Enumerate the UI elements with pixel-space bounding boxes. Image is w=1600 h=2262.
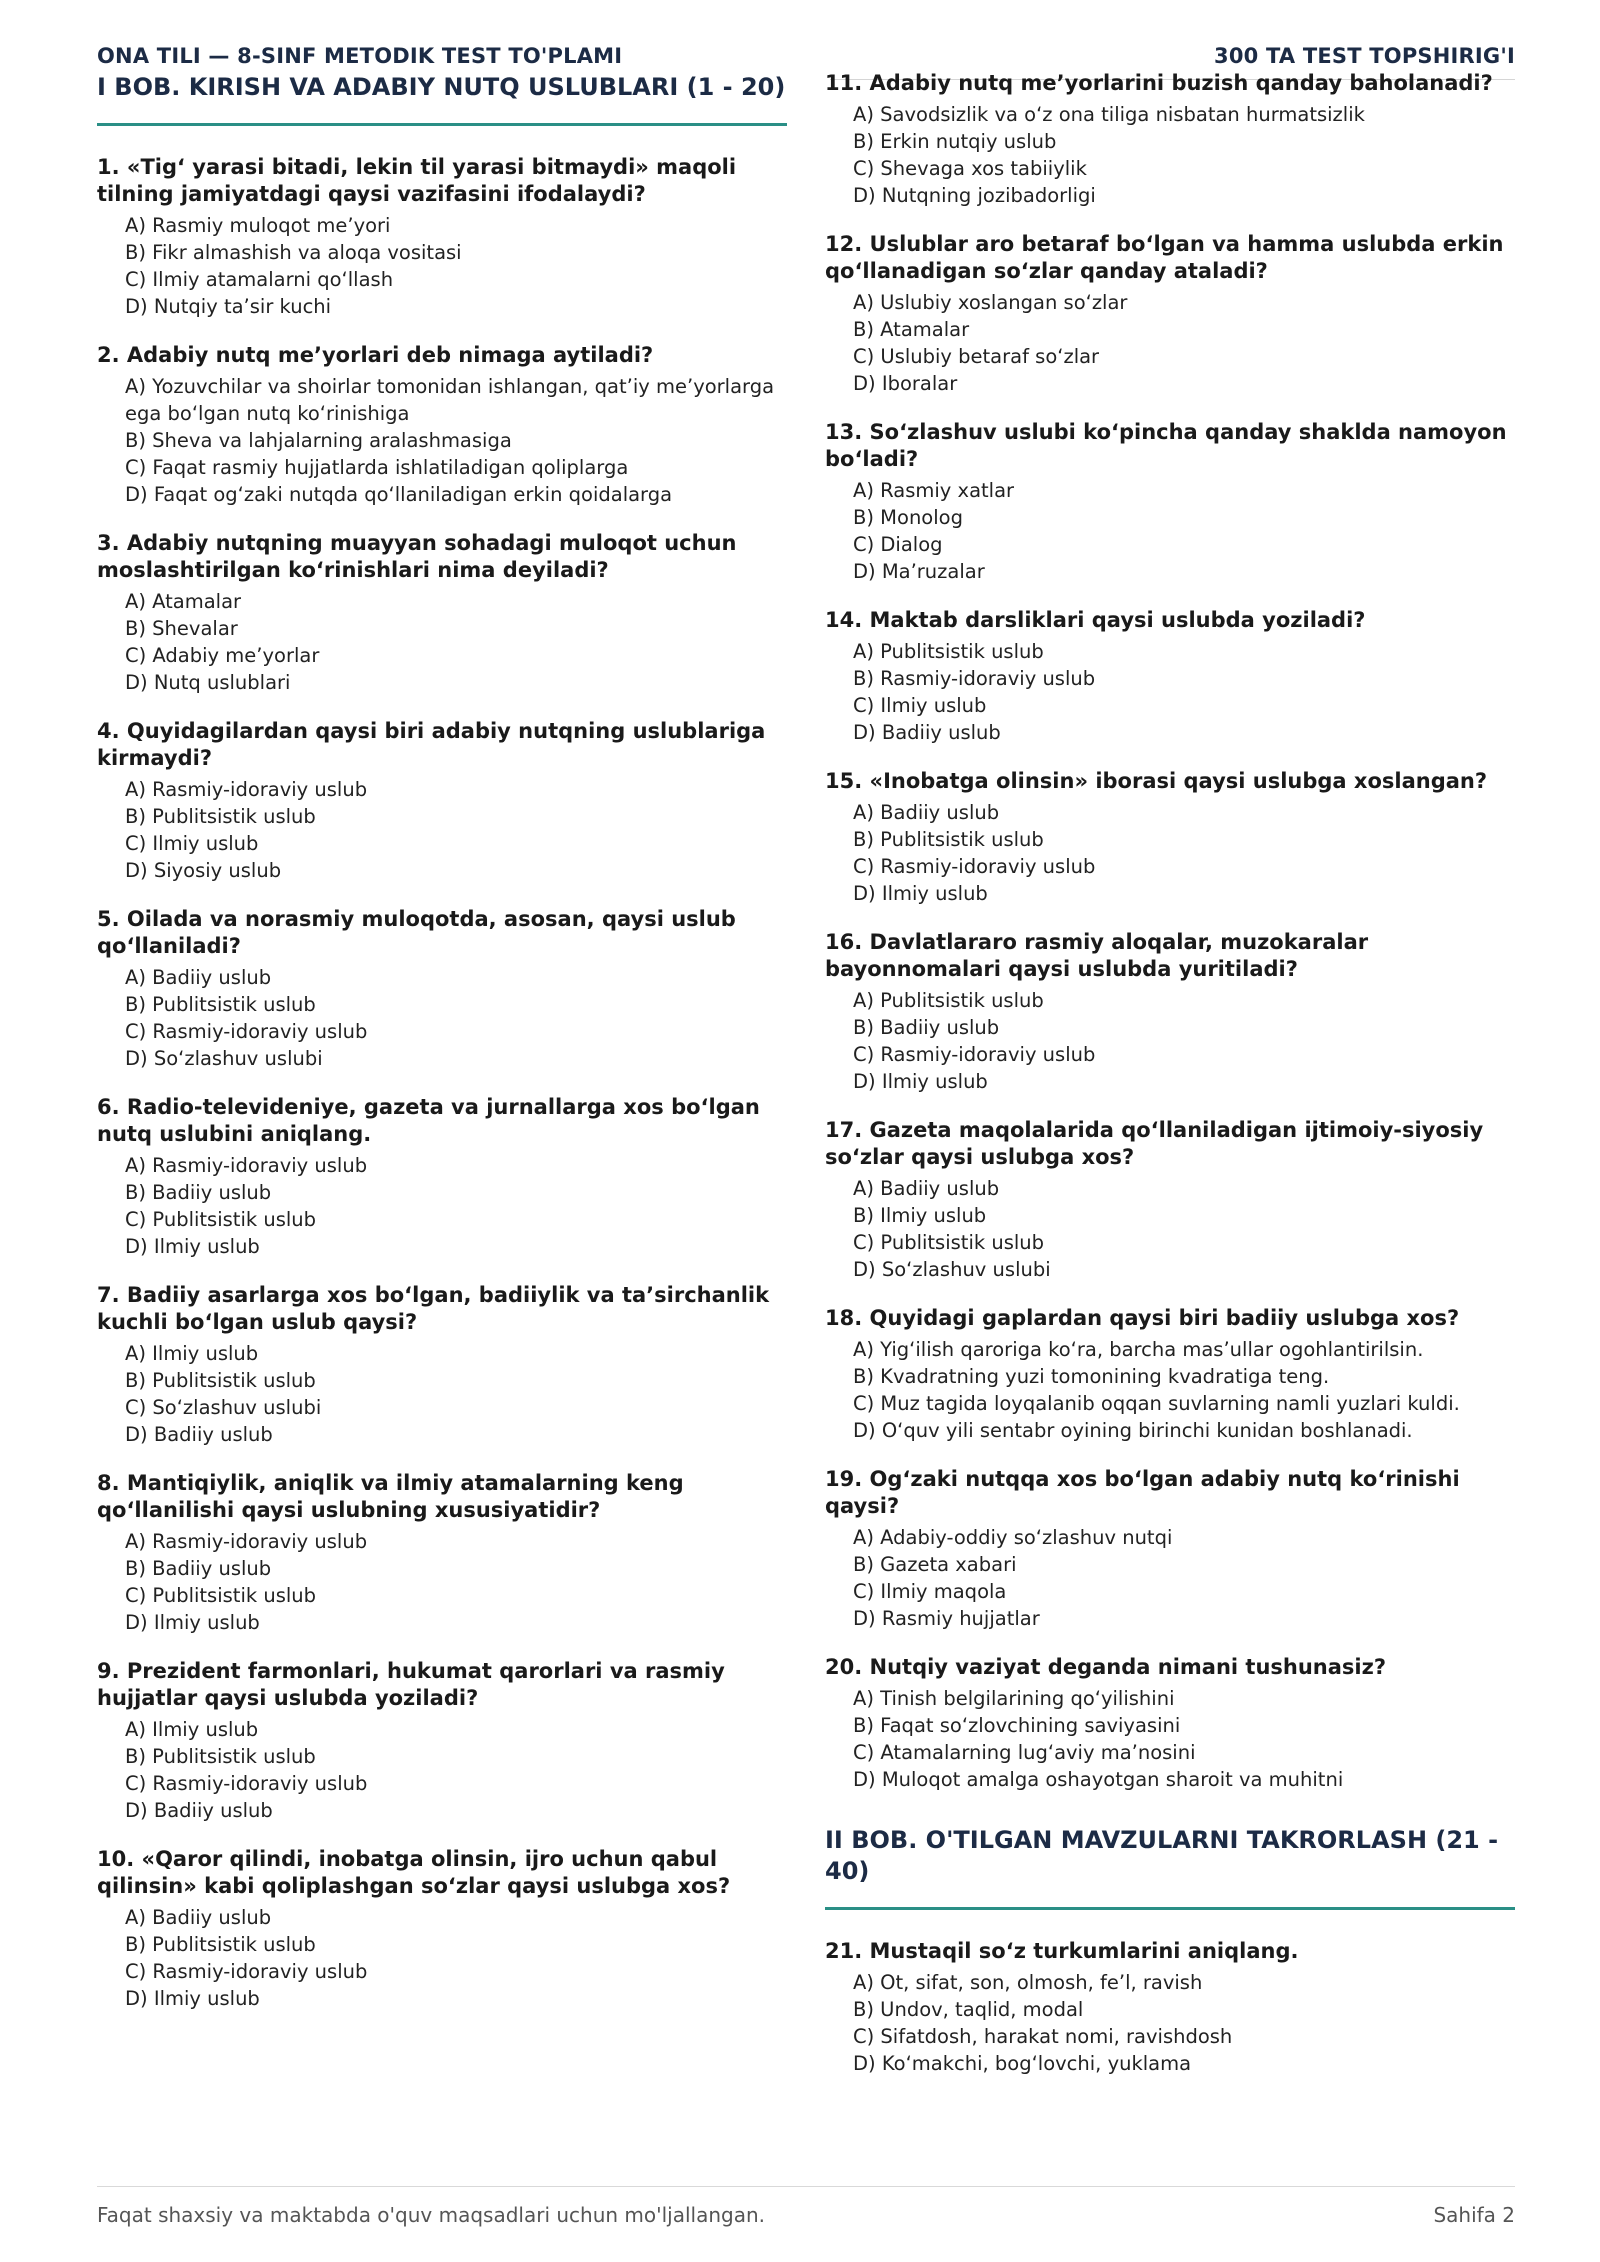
answer-option: B) Sheva va lahjalarning aralashmasiga xyxy=(125,429,512,452)
answer-option: C) Rasmiy-idoraviy uslub xyxy=(125,1772,368,1795)
answer-option: D) Nutqning jozibadorligi xyxy=(853,184,1096,207)
question-text: 11. Adabiy nutq me’yorlarini buzish qanday baholanadi? xyxy=(825,71,1493,95)
question-block xyxy=(825,1305,1515,1444)
question-block xyxy=(825,1938,1515,2077)
answer-option: B) Badiiy uslub xyxy=(125,1557,272,1580)
footer-note: Faqat shaxsiy va maktabda o'quv maqsadlari uchun mo'ljallangan. xyxy=(97,2203,766,2227)
question-block xyxy=(97,1658,787,1824)
question-block xyxy=(97,1094,787,1260)
question-text: 3. Adabiy nutqning muayyan sohadagi muloqot uchun moslashtirilgan ko‘rinishlari nima deyiladi? xyxy=(97,531,737,582)
right-column xyxy=(825,70,1515,2099)
answer-option: B) Atamalar xyxy=(853,318,970,341)
answer-option: A) Yig‘ilish qaroriga ko‘ra, barcha mas’ullar ogohlantirilsin. xyxy=(853,1338,1424,1361)
header-subtitle: 300 TA TEST TOPSHIRIG'I xyxy=(1214,44,1515,68)
answer-option: B) Publitsistik uslub xyxy=(125,1933,316,1956)
question-text: 6. Radio-televideniye, gazeta va jurnallarga xos bo‘lgan nutq uslubini aniqlang. xyxy=(97,1095,760,1146)
question-block xyxy=(97,342,787,508)
chapter-title: I BOB. KIRISH VA ADABIY NUTQ USLUBLARI (1 - 20) xyxy=(97,72,787,126)
answer-option: A) Ilmiy uslub xyxy=(125,1342,259,1365)
question-text: 7. Badiiy asarlarga xos bo‘lgan, badiiylik va ta’sirchanlik kuchli bo‘lgan uslub qaysi? xyxy=(97,1283,770,1334)
answer-option: A) Ot, sifat, son, olmosh, fe’l, ravish xyxy=(853,1971,1203,1994)
answer-option: C) Rasmiy-idoraviy uslub xyxy=(125,1960,368,1983)
answer-option: C) Atamalarning lug‘aviy ma’nosini xyxy=(853,1741,1196,1764)
question-block xyxy=(97,1846,787,2012)
answer-option: D) Ilmiy uslub xyxy=(125,1611,260,1634)
page-number: Sahifa 2 xyxy=(1433,2203,1515,2227)
answer-option: C) Publitsistik uslub xyxy=(125,1208,317,1231)
answer-option: D) O‘quv yili sentabr oyining birinchi kunidan boshlanadi. xyxy=(853,1419,1413,1442)
question-block xyxy=(97,906,787,1072)
question-block xyxy=(825,231,1515,397)
answer-option: B) Badiiy uslub xyxy=(853,1016,1000,1039)
answer-option: C) Muz tagida loyqalanib oqqan suvlarning namli yuzlari kuldi. xyxy=(853,1392,1460,1415)
answer-option: C) So‘zlashuv uslubi xyxy=(125,1396,322,1419)
left-column xyxy=(97,72,787,2034)
answer-option: A) Uslubiy xoslangan so‘zlar xyxy=(853,291,1128,314)
question-text: 16. Davlatlararo rasmiy aloqalar, muzokaralar bayonnomalari qaysi uslubda yuritiladi? xyxy=(825,930,1369,981)
question-block xyxy=(825,1117,1515,1283)
question-block xyxy=(825,929,1515,1095)
question-block xyxy=(825,1466,1515,1632)
answer-option: C) Publitsistik uslub xyxy=(853,1231,1045,1254)
page-footer xyxy=(97,2186,1515,2227)
question-block xyxy=(825,419,1515,585)
question-text: 19. Og‘zaki nutqqa xos bo‘lgan adabiy nutq ko‘rinishi qaysi? xyxy=(825,1467,1460,1518)
answer-option: B) Ilmiy uslub xyxy=(853,1204,987,1227)
answer-option: C) Shevaga xos tabiiylik xyxy=(853,157,1087,180)
answer-option: A) Badiiy uslub xyxy=(125,966,272,989)
answer-option: D) Badiiy uslub xyxy=(853,721,1001,744)
answer-option: B) Monolog xyxy=(853,506,963,529)
answer-option: B) Faqat so‘zlovchining saviyasini xyxy=(853,1714,1181,1737)
answer-option: B) Erkin nutqiy uslub xyxy=(853,130,1057,153)
answer-option: B) Publitsistik uslub xyxy=(125,1745,316,1768)
answer-option: B) Fikr almashish va aloqa vositasi xyxy=(125,241,462,264)
answer-option: B) Publitsistik uslub xyxy=(125,805,316,828)
answer-option: C) Faqat rasmiy hujjatlarda ishlatiladigan qoliplarga xyxy=(125,456,629,479)
question-text: 17. Gazeta maqolalarida qo‘llaniladigan ijtimoiy-siyosiy so‘zlar qaysi uslubga xos? xyxy=(825,1118,1484,1169)
answer-option: D) So‘zlashuv uslubi xyxy=(853,1258,1051,1281)
answer-option: A) Adabiy-oddiy so‘zlashuv nutqi xyxy=(853,1526,1173,1549)
answer-option: A) Badiiy uslub xyxy=(853,801,1000,824)
answer-option: B) Rasmiy-idoraviy uslub xyxy=(853,667,1096,690)
answer-option: B) Kvadratning yuzi tomonining kvadratiga teng. xyxy=(853,1365,1330,1388)
question-block xyxy=(825,768,1515,907)
question-text: 21. Mustaqil so‘z turkumlarini aniqlang. xyxy=(825,1939,1299,1963)
answer-option: D) Iboralar xyxy=(853,372,958,395)
answer-option: A) Ilmiy uslub xyxy=(125,1718,259,1741)
answer-option: A) Rasmiy-idoraviy uslub xyxy=(125,778,368,801)
answer-option: A) Rasmiy-idoraviy uslub xyxy=(125,1530,368,1553)
answer-option: D) Nutqiy ta’sir kuchi xyxy=(125,295,332,318)
question-block xyxy=(97,1282,787,1448)
page-header xyxy=(97,44,1515,68)
question-list xyxy=(97,154,787,2012)
answer-option: C) Adabiy me’yorlar xyxy=(125,644,320,667)
question-text: 4. Quyidagilardan qaysi biri adabiy nutqning uslublariga kirmaydi? xyxy=(97,719,766,770)
question-text: 2. Adabiy nutq me’yorlari deb nimaga aytiladi? xyxy=(97,343,654,367)
question-text: 12. Uslublar aro betaraf bo‘lgan va hamma uslubda erkin qo‘llanadigan so‘zlar qanday ataladi? xyxy=(825,232,1504,283)
answer-option: C) Uslubiy betaraf so‘zlar xyxy=(853,345,1100,368)
answer-option: A) Rasmiy muloqot me’yori xyxy=(125,214,391,237)
answer-option: D) Badiiy uslub xyxy=(125,1799,273,1822)
answer-option: C) Rasmiy-idoraviy uslub xyxy=(125,1020,368,1043)
question-text: 15. «Inobatga olinsin» iborasi qaysi uslubga xoslangan? xyxy=(825,769,1488,793)
answer-option: C) Publitsistik uslub xyxy=(125,1584,317,1607)
answer-option: D) Ilmiy uslub xyxy=(853,882,988,905)
question-block xyxy=(825,607,1515,746)
question-text: 14. Maktab darsliklari qaysi uslubda yoziladi? xyxy=(825,608,1366,632)
question-block xyxy=(825,70,1515,209)
question-text: 20. Nutqiy vaziyat deganda nimani tushunasiz? xyxy=(825,1655,1387,1679)
answer-option: B) Publitsistik uslub xyxy=(853,828,1044,851)
question-block xyxy=(825,1654,1515,1793)
answer-option: D) Rasmiy hujjatlar xyxy=(853,1607,1040,1630)
question-block xyxy=(97,1470,787,1636)
answer-option: C) Ilmiy atamalarni qo‘llash xyxy=(125,268,394,291)
answer-option: D) Muloqot amalga oshayotgan sharoit va muhitni xyxy=(853,1768,1344,1791)
answer-option: C) Sifatdosh, harakat nomi, ravishdosh xyxy=(853,2025,1233,2048)
answer-option: C) Ilmiy maqola xyxy=(853,1580,1007,1603)
answer-option: B) Badiiy uslub xyxy=(125,1181,272,1204)
answer-option: C) Ilmiy uslub xyxy=(853,694,987,717)
answer-option: D) Ilmiy uslub xyxy=(125,1987,260,2010)
question-text: 13. So‘zlashuv uslubi ko‘pincha qanday shaklda namoyon bo‘ladi? xyxy=(825,420,1507,471)
question-block xyxy=(97,718,787,884)
answer-option: B) Gazeta xabari xyxy=(853,1553,1017,1576)
answer-option: A) Badiiy uslub xyxy=(853,1177,1000,1200)
answer-option: D) Badiiy uslub xyxy=(125,1423,273,1446)
answer-option: D) Ko‘makchi, bog‘lovchi, yuklama xyxy=(853,2052,1192,2075)
answer-option: A) Badiiy uslub xyxy=(125,1906,272,1929)
answer-option: C) Rasmiy-idoraviy uslub xyxy=(853,1043,1096,1066)
answer-option: A) Publitsistik uslub xyxy=(853,989,1044,1012)
answer-option: B) Publitsistik uslub xyxy=(125,993,316,1016)
answer-option: A) Tinish belgilarining qo‘yilishini xyxy=(853,1687,1175,1710)
answer-option: A) Publitsistik uslub xyxy=(853,640,1044,663)
answer-option: C) Dialog xyxy=(853,533,943,556)
question-text: 1. «Tig‘ yarasi bitadi, lekin til yarasi bitmaydi» maqoli tilning jamiyatdagi qaysi vazifasini ifodalaydi? xyxy=(97,155,737,206)
answer-option: D) Faqat og‘zaki nutqda qo‘llaniladigan erkin qoidalarga xyxy=(125,483,673,506)
answer-option: C) Rasmiy-idoraviy uslub xyxy=(853,855,1096,878)
question-text: 18. Quyidagi gaplardan qaysi biri badiiy uslubga xos? xyxy=(825,1306,1460,1330)
answer-option: A) Rasmiy-idoraviy uslub xyxy=(125,1154,368,1177)
answer-option: B) Publitsistik uslub xyxy=(125,1369,316,1392)
answer-option: D) Ma’ruzalar xyxy=(853,560,985,583)
answer-option: D) So‘zlashuv uslubi xyxy=(125,1047,323,1070)
answer-option: A) Savodsizlik va o‘z ona tiliga nisbatan hurmatsizlik xyxy=(853,103,1365,126)
question-list xyxy=(825,1938,1515,2077)
answer-option: A) Rasmiy xatlar xyxy=(853,479,1015,502)
header-title: ONA TILI — 8-SINF METODIK TEST TO'PLAMI xyxy=(97,44,623,68)
answer-option: C) Ilmiy uslub xyxy=(125,832,259,855)
answer-option: D) Ilmiy uslub xyxy=(853,1070,988,1093)
answer-option: D) Ilmiy uslub xyxy=(125,1235,260,1258)
answer-option: D) Nutq uslublari xyxy=(125,671,291,694)
question-text: 5. Oilada va norasmiy muloqotda, asosan, qaysi uslub qo‘llaniladi? xyxy=(97,907,736,958)
question-text: 8. Mantiqiylik, aniqlik va ilmiy atamalarning keng qo‘llanilishi qaysi uslubning xususiyatidir? xyxy=(97,1471,684,1522)
question-list xyxy=(825,70,1515,1793)
chapter-title: II BOB. O'TILGAN MAVZULARNI TAKRORLASH (21 - 40) xyxy=(825,1825,1515,1910)
question-text: 10. «Qaror qilindi, inobatga olinsin, ijro uchun qabul qilinsin» kabi qoliplashgan so‘zlar qaysi uslubga xos? xyxy=(97,1847,731,1898)
question-block xyxy=(97,530,787,696)
answer-option: A) Atamalar xyxy=(125,590,242,613)
answer-option: B) Shevalar xyxy=(125,617,238,640)
answer-option: A) Yozuvchilar va shoirlar tomonidan ishlangan, qat’iy me’yorlarga ega bo‘lgan nutq ko‘rinishiga xyxy=(125,375,775,425)
question-text: 9. Prezident farmonlari, hukumat qarorlari va rasmiy hujjatlar qaysi uslubda yoziladi? xyxy=(97,1659,725,1710)
answer-option: D) Siyosiy uslub xyxy=(125,859,282,882)
question-block xyxy=(97,154,787,320)
answer-option: B) Undov, taqlid, modal xyxy=(853,1998,1084,2021)
